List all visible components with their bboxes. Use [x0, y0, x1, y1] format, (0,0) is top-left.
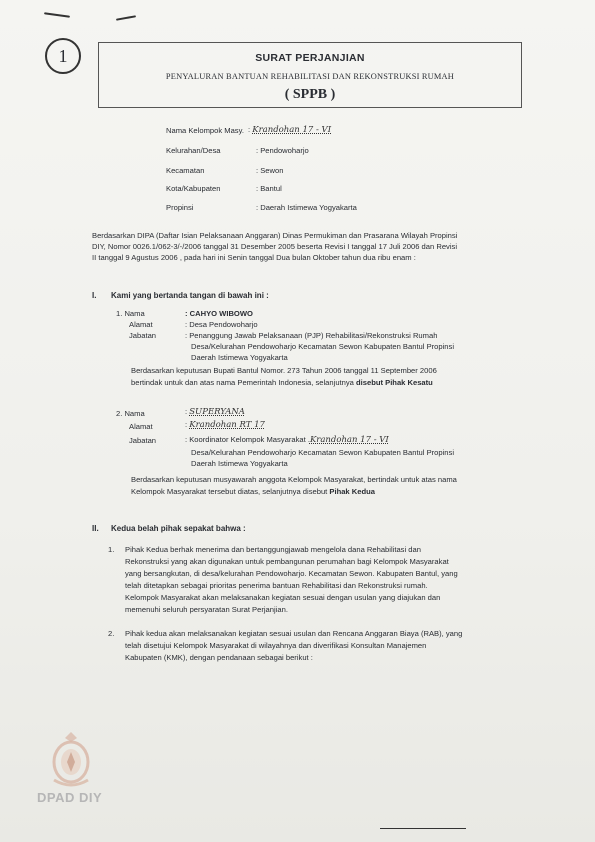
party1-position-label: Jabatan [129, 331, 157, 340]
clause-line: Rekonstruksi yang akan digunakan untuk pembangunan perumahan bagi Kelompok Masyarakat [125, 557, 449, 566]
clause-line: Kabupaten (KMK), dengan pendanaan sebagai berikut : [125, 653, 313, 662]
party2-designation: Pihak Kedua [329, 487, 375, 496]
section-number: II. [92, 524, 99, 533]
identity-label: Kelurahan/Desa [166, 146, 221, 155]
handwritten-address: Krandohan RT 17 [189, 420, 265, 430]
party1-address: : Desa Pendowoharjo [185, 320, 258, 329]
bottom-rule [380, 828, 466, 829]
party1-name: : CAHYO WIBOWO [185, 309, 253, 318]
clause-line: Pihak kedua akan melaksanakan kegiatan sesuai usulan dan Rencana Anggaran Biaya (RAB), yang [125, 629, 463, 638]
watermark: DPAD DIY [37, 790, 103, 805]
handwritten-group-name: Krandohan 17 - VI [252, 125, 332, 135]
party1-position-line: : Penanggung Jawab Pelaksanaan (PJP) Rehabilitasi/Rekonstruksi Rumah [185, 331, 438, 340]
page-number-circle: 1 [45, 38, 81, 74]
party2-address-label: Alamat [129, 422, 153, 431]
identity-value: : Sewon [256, 166, 284, 175]
party1-position-line: Daerah Istimewa Yogyakarta [191, 353, 288, 362]
clause-line: telah disetujui Kelompok Masyarakat di wilayahnya dan diverifikasi Konsultan Manajemen [125, 641, 427, 650]
party2-name-field: : SUPERYANA [185, 407, 245, 417]
identity-value: : Pendowoharjo [256, 146, 309, 155]
clause-line: telah ditetapkan sebagai prioritas penerima bantuan Rehabilitasi dan Rekonstruksi rumah. [125, 581, 428, 590]
party1-basis-line: bertindak untuk dan atas nama Pemerintah Indonesia, selanjutnya disebut Pihak Kesatu [131, 378, 433, 387]
title-box [98, 42, 522, 108]
section-title: Kedua belah pihak sepakat bahwa : [111, 524, 246, 533]
handwritten-group-name: Krandohan 17 - VI [309, 435, 389, 445]
clause-line: yang bersangkutan, di desa/kelurahan Pendowoharjo. Kecamatan Sewon. Kabupaten Bantul, yang [125, 569, 458, 578]
handwritten-name: SUPERYANA [189, 407, 245, 417]
pen-mark [116, 15, 136, 20]
identity-label: Nama Kelompok Masy. [166, 126, 244, 135]
identity-value: : Daerah Istimewa Yogyakarta [256, 203, 357, 212]
party2-basis-line: Berdasarkan keputusan musyawarah anggota Kelompok Masyarakat, bertindak untuk atas nama [131, 475, 457, 484]
clause-line: memenuhi seluruh persyaratan Surat Perjanjian. [125, 605, 288, 614]
party2-position-line: Daerah Istimewa Yogyakarta [191, 459, 288, 468]
party2-position-line: : Koordinator Kelompok Masyarakat .Krandohan 17 - VI [185, 435, 389, 445]
party1-address-label: Alamat [129, 320, 153, 329]
regional-seal-emblem [48, 730, 94, 788]
party2-position-label: Jabatan [129, 436, 157, 445]
document-code: ( SPPB ) [284, 87, 336, 102]
party2-position-line: Desa/Kelurahan Pendowoharjo Kecamatan Sewon Kabupaten Bantul Propinsi [191, 448, 455, 457]
intro-line: II tanggal 9 Agustus 2006 , pada hari ini Senin tanggal Dua bulan Oktober tahun dua ribu enam : [92, 253, 416, 262]
intro-line: Berdasarkan DIPA (Daftar Isian Pelaksanaan Anggaran) Dinas Permukiman dan Prasarana Wilayah Propinsi [92, 231, 458, 240]
party2-name-label: 2. Nama [116, 409, 145, 418]
clause-line: Kelompok Masyarakat akan melaksanakan kegiatan sesuai dengan usulan yang diajukan dan [125, 593, 441, 602]
clause-line: Pihak Kedua berhak menerima dan bertanggungjawab mengelola dana Rehabilitasi dan [125, 545, 421, 554]
party1-name-label: 1. Nama [116, 309, 145, 318]
party2-address-field: : Krandohan RT 17 [185, 420, 265, 430]
document-title: SURAT PERJANJIAN [255, 52, 365, 64]
document-subtitle: PENYALURAN BANTUAN REHABILITASI DAN REKONSTRUKSI RUMAH [165, 72, 455, 81]
identity-value: : Krandohan 17 - VI [248, 125, 332, 135]
intro-line: DIY, Nomor 0026.1/062-3/-/2006 tanggal 31 Desember 2005 beserta Revisi I tanggal 17 Juli 2006 dan Revisi [92, 242, 458, 251]
identity-label: Propinsi [166, 203, 194, 212]
identity-value: : Bantul [256, 184, 282, 193]
party1-basis-line: Berdasarkan keputusan Bupati Bantul Nomor. 273 Tahun 2006 tanggal 11 September 2006 [131, 366, 437, 375]
section-number: I. [92, 291, 97, 300]
clause-number: 2. [108, 629, 115, 638]
clause-number: 1. [108, 545, 115, 554]
party2-basis-line: Kelompok Masyarakat tersebut diatas, selanjutnya disebut Pihak Kedua [131, 487, 375, 496]
party1-position-line: Desa/Kelurahan Pendowoharjo Kecamatan Sewon Kabupaten Bantul Propinsi [191, 342, 455, 351]
section-title: Kami yang bertanda tangan di bawah ini : [111, 291, 269, 300]
party1-designation: disebut Pihak Kesatu [356, 378, 433, 387]
pen-mark [44, 12, 70, 18]
identity-label: Kota/Kabupaten [166, 184, 221, 193]
identity-label: Kecamatan [166, 166, 205, 175]
